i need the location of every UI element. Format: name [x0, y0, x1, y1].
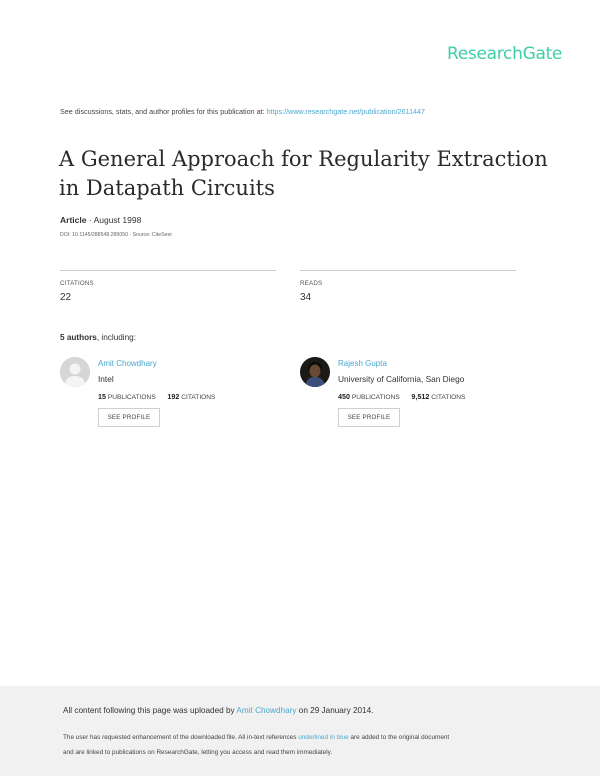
upload-suffix: on 29 January 2014.	[298, 706, 374, 715]
see-profile-button[interactable]: SEE PROFILE	[98, 408, 160, 427]
citations-value: 22	[60, 292, 72, 303]
discussion-line	[60, 107, 425, 116]
citations-label: CITATIONS	[431, 394, 466, 401]
article-type: Article	[60, 215, 87, 225]
author-stats	[338, 392, 465, 401]
citations-count: 9,512	[411, 392, 430, 401]
enhancement-note	[63, 730, 449, 760]
author-photo[interactable]	[300, 357, 330, 387]
note-line2: and are linked to publications on ResearchGate, letting you access and read them immediately.	[63, 749, 333, 756]
doi-source: DOI: 10.1145/288548.289050 · Source: CiteSeer	[60, 232, 173, 238]
upload-note	[63, 706, 373, 715]
publications-label: PUBLICATIONS	[351, 394, 400, 401]
note-prefix: The user has requested enhancement of the downloaded file. All in-text references	[63, 734, 297, 741]
discussion-text: See discussions, stats, and author profiles for this publication at:	[60, 107, 265, 116]
author-name[interactable]: Rajesh Gupta	[338, 359, 387, 368]
person-icon[interactable]	[60, 357, 90, 387]
uploader-link[interactable]: Amit Chowdhary	[236, 706, 297, 715]
authors-heading	[60, 333, 136, 342]
article-date: · August 1998	[88, 215, 142, 225]
author-card	[60, 357, 300, 437]
authors-suffix: , including:	[96, 333, 137, 342]
footer	[0, 686, 600, 776]
publications-count: 15	[98, 392, 106, 401]
author-affiliation: Intel	[98, 374, 114, 384]
article-meta	[60, 215, 141, 225]
authors-count: 5 authors	[60, 333, 97, 342]
note-link[interactable]: underlined in blue	[298, 734, 349, 741]
citations-label: CITATIONS	[181, 394, 216, 401]
author-affiliation: University of California, San Diego	[338, 374, 465, 384]
publications-count: 450	[338, 392, 350, 401]
researchgate-logo[interactable]: ResearchGate	[447, 44, 563, 64]
note-suffix: are added to the original document	[350, 734, 450, 741]
reads-stat	[300, 270, 516, 303]
paper-title: A General Approach for Regularity Extraction in Datapath Circuits	[59, 147, 548, 201]
publication-link[interactable]: https://www.researchgate.net/publication/2611447	[266, 107, 426, 116]
author-name[interactable]: Amit Chowdhary	[98, 359, 157, 368]
citations-label: CITATIONS	[60, 280, 94, 287]
citations-stat	[60, 270, 276, 303]
upload-prefix: All content following this page was uploaded by	[63, 706, 235, 715]
publications-label: PUBLICATIONS	[107, 394, 156, 401]
author-card	[300, 357, 540, 437]
see-profile-button[interactable]: SEE PROFILE	[338, 408, 400, 427]
author-stats	[98, 392, 215, 401]
reads-label: READS	[300, 280, 323, 287]
citations-count: 192	[167, 392, 180, 401]
reads-value: 34	[300, 292, 312, 303]
